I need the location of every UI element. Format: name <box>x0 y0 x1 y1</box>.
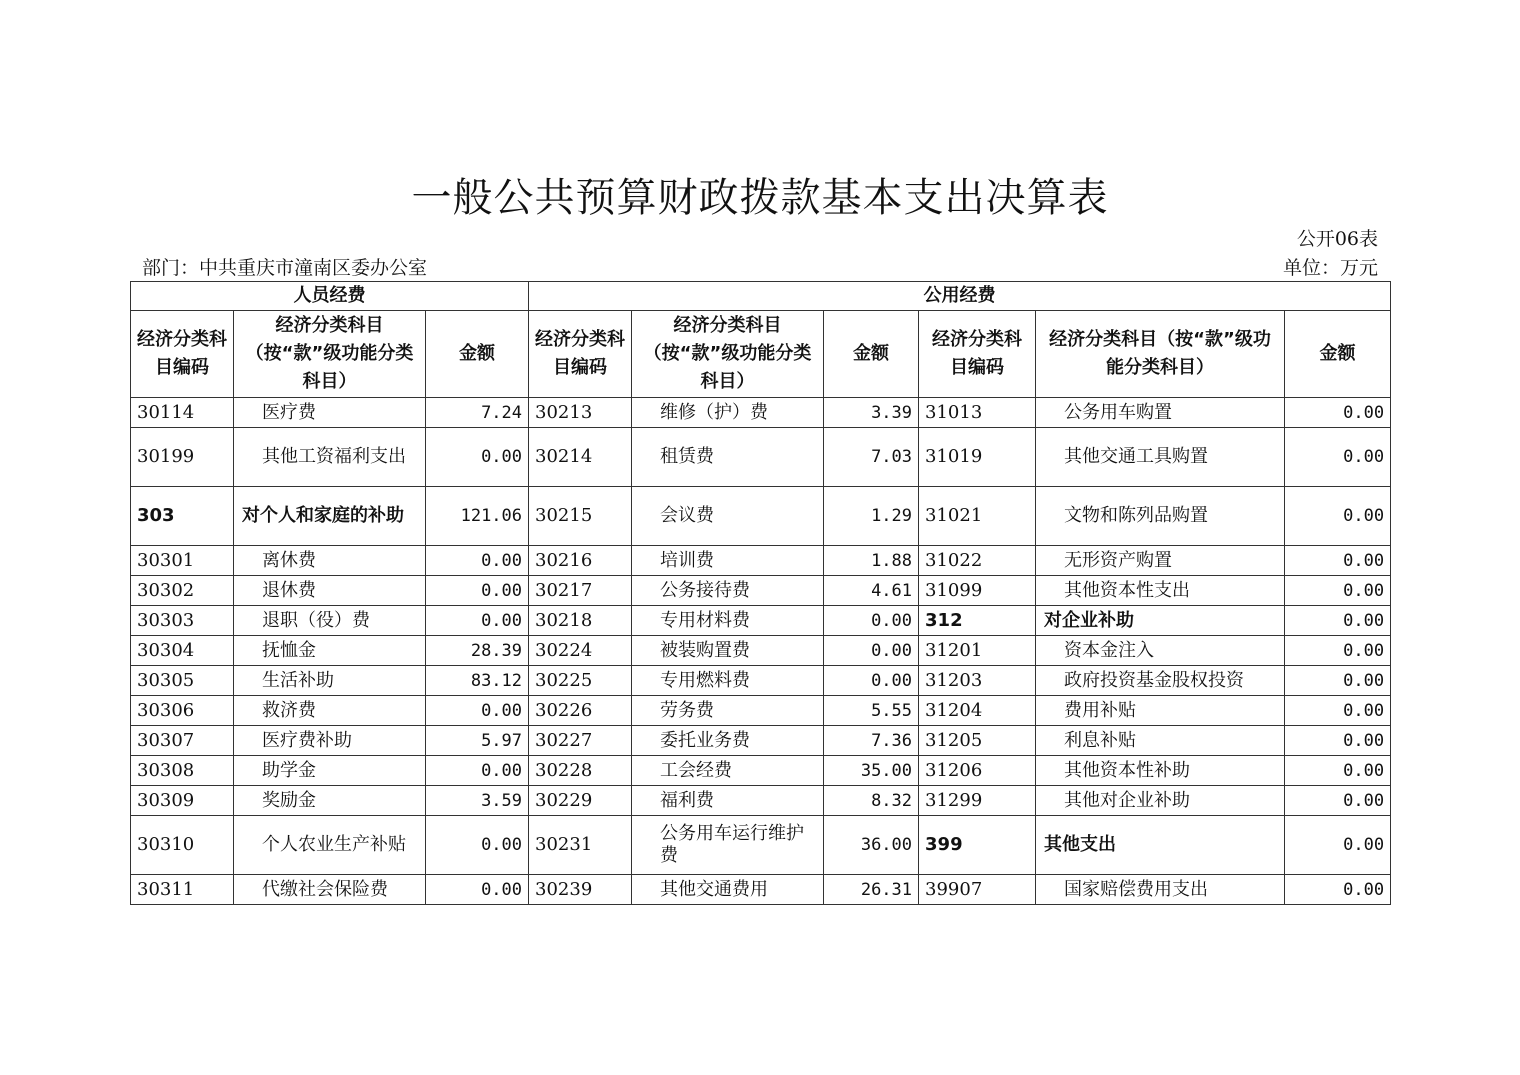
cell-name: 维修（护）费 <box>632 398 824 428</box>
cell-amount: 0.00 <box>1285 576 1391 606</box>
cell-amount: 0.00 <box>426 546 529 576</box>
cell-code: 30228 <box>529 756 632 786</box>
header-code: 经济分类科目编码 <box>919 311 1036 398</box>
expenditure-table <box>130 281 1391 905</box>
cell-name: 其他交通工具购置 <box>1036 428 1285 487</box>
cell-name: 费用补贴 <box>1036 696 1285 726</box>
cell-name: 对个人和家庭的补助 <box>234 487 426 546</box>
cell-name: 退职（役）费 <box>234 606 426 636</box>
unit-label: 单位：万元 <box>1282 257 1378 279</box>
cell-code: 31021 <box>919 487 1036 546</box>
cell-code: 312 <box>919 606 1036 636</box>
table-row <box>131 636 1391 666</box>
header-amount: 金额 <box>1285 311 1391 398</box>
table-row <box>131 398 1391 428</box>
cell-amount: 1.29 <box>824 487 919 546</box>
table-row <box>131 696 1391 726</box>
cell-code: 30305 <box>131 666 234 696</box>
cell-amount: 0.00 <box>426 606 529 636</box>
cell-name: 会议费 <box>632 487 824 546</box>
cell-name: 生活补助 <box>234 666 426 696</box>
cell-name: 公务接待费 <box>632 576 824 606</box>
cell-name: 公务用车运行维护费 <box>632 816 824 875</box>
cell-name: 福利费 <box>632 786 824 816</box>
cell-code: 30225 <box>529 666 632 696</box>
page-title: 一般公共预算财政拨款基本支出决算表 <box>411 175 1109 221</box>
cell-code: 31205 <box>919 726 1036 756</box>
cell-amount: 7.03 <box>824 428 919 487</box>
header-name: 经济分类科目（按“款”级功能分类科目） <box>1036 311 1285 398</box>
cell-amount: 0.00 <box>1285 398 1391 428</box>
cell-name: 对企业补助 <box>1036 606 1285 636</box>
cell-amount: 0.00 <box>1285 816 1391 875</box>
header-code: 经济分类科目编码 <box>131 311 234 398</box>
table-row <box>131 756 1391 786</box>
cell-code: 30213 <box>529 398 632 428</box>
cell-amount: 0.00 <box>1285 726 1391 756</box>
cell-name: 国家赔偿费用支出 <box>1036 875 1285 905</box>
cell-amount: 7.24 <box>426 398 529 428</box>
cell-code: 30303 <box>131 606 234 636</box>
cell-amount: 0.00 <box>426 576 529 606</box>
cell-code: 30217 <box>529 576 632 606</box>
cell-name: 无形资产购置 <box>1036 546 1285 576</box>
cell-code: 30229 <box>529 786 632 816</box>
cell-code: 30218 <box>529 606 632 636</box>
cell-amount: 26.31 <box>824 875 919 905</box>
cell-name: 个人农业生产补贴 <box>234 816 426 875</box>
cell-amount: 0.00 <box>426 428 529 487</box>
cell-name: 其他交通费用 <box>632 875 824 905</box>
cell-amount: 5.97 <box>426 726 529 756</box>
table-body <box>131 398 1391 905</box>
cell-amount: 0.00 <box>1285 546 1391 576</box>
cell-name: 其他工资福利支出 <box>234 428 426 487</box>
header-amount: 金额 <box>824 311 919 398</box>
cell-code: 30239 <box>529 875 632 905</box>
cell-code: 30216 <box>529 546 632 576</box>
cell-amount: 0.00 <box>1285 756 1391 786</box>
cell-name: 助学金 <box>234 756 426 786</box>
table-row <box>131 428 1391 487</box>
cell-code: 31206 <box>919 756 1036 786</box>
cell-amount: 3.39 <box>824 398 919 428</box>
table-row <box>131 546 1391 576</box>
cell-code: 30214 <box>529 428 632 487</box>
cell-code: 31019 <box>919 428 1036 487</box>
cell-code: 303 <box>131 487 234 546</box>
table-row <box>131 666 1391 696</box>
cell-amount: 36.00 <box>824 816 919 875</box>
cell-name: 医疗费 <box>234 398 426 428</box>
cell-name: 救济费 <box>234 696 426 726</box>
cell-amount: 0.00 <box>824 666 919 696</box>
header-amount: 金额 <box>426 311 529 398</box>
cell-amount: 0.00 <box>426 756 529 786</box>
table-row <box>131 726 1391 756</box>
department-label: 部门：中共重庆市潼南区委办公室 <box>142 257 428 279</box>
table-row <box>131 606 1391 636</box>
cell-code: 30307 <box>131 726 234 756</box>
document-number: 公开06表 <box>1296 228 1378 250</box>
cell-code: 31099 <box>919 576 1036 606</box>
cell-code: 31203 <box>919 666 1036 696</box>
cell-code: 30309 <box>131 786 234 816</box>
section-public: 公用经费 <box>529 282 1391 311</box>
cell-amount: 3.59 <box>426 786 529 816</box>
cell-code: 39907 <box>919 875 1036 905</box>
header-name: 经济分类科目（按“款”级功能分类科目） <box>234 311 426 398</box>
cell-code: 31299 <box>919 786 1036 816</box>
cell-code: 31204 <box>919 696 1036 726</box>
cell-code: 30224 <box>529 636 632 666</box>
cell-amount: 0.00 <box>1285 696 1391 726</box>
cell-name: 其他资本性支出 <box>1036 576 1285 606</box>
cell-name: 工会经费 <box>632 756 824 786</box>
cell-amount: 0.00 <box>1285 487 1391 546</box>
cell-amount: 0.00 <box>1285 606 1391 636</box>
table-row <box>131 875 1391 905</box>
cell-name: 医疗费补助 <box>234 726 426 756</box>
cell-name: 退休费 <box>234 576 426 606</box>
cell-code: 30310 <box>131 816 234 875</box>
cell-name: 租赁费 <box>632 428 824 487</box>
cell-amount: 0.00 <box>426 816 529 875</box>
cell-name: 专用燃料费 <box>632 666 824 696</box>
cell-name: 其他对企业补助 <box>1036 786 1285 816</box>
cell-name: 抚恤金 <box>234 636 426 666</box>
cell-amount: 121.06 <box>426 487 529 546</box>
cell-amount: 0.00 <box>1285 636 1391 666</box>
cell-code: 30199 <box>131 428 234 487</box>
table-row <box>131 487 1391 546</box>
cell-code: 30311 <box>131 875 234 905</box>
cell-amount: 0.00 <box>1285 428 1391 487</box>
cell-name: 代缴社会保险费 <box>234 875 426 905</box>
cell-amount: 28.39 <box>426 636 529 666</box>
cell-name: 奖励金 <box>234 786 426 816</box>
cell-code: 30226 <box>529 696 632 726</box>
cell-amount: 7.36 <box>824 726 919 756</box>
cell-name: 离休费 <box>234 546 426 576</box>
cell-name: 政府投资基金股权投资 <box>1036 666 1285 696</box>
cell-name: 其他资本性补助 <box>1036 756 1285 786</box>
cell-code: 31013 <box>919 398 1036 428</box>
cell-amount: 35.00 <box>824 756 919 786</box>
cell-code: 30215 <box>529 487 632 546</box>
cell-code: 30306 <box>131 696 234 726</box>
cell-name: 劳务费 <box>632 696 824 726</box>
cell-amount: 8.32 <box>824 786 919 816</box>
cell-code: 30231 <box>529 816 632 875</box>
section-personnel: 人员经费 <box>131 282 529 311</box>
cell-amount: 83.12 <box>426 666 529 696</box>
cell-name: 专用材料费 <box>632 606 824 636</box>
cell-amount: 0.00 <box>1285 666 1391 696</box>
cell-name: 公务用车购置 <box>1036 398 1285 428</box>
cell-code: 30308 <box>131 756 234 786</box>
cell-amount: 0.00 <box>426 875 529 905</box>
cell-amount: 1.88 <box>824 546 919 576</box>
cell-amount: 0.00 <box>824 606 919 636</box>
cell-amount: 0.00 <box>426 696 529 726</box>
cell-code: 30114 <box>131 398 234 428</box>
cell-name: 委托业务费 <box>632 726 824 756</box>
cell-name: 利息补贴 <box>1036 726 1285 756</box>
cell-amount: 0.00 <box>824 636 919 666</box>
cell-code: 30301 <box>131 546 234 576</box>
cell-code: 399 <box>919 816 1036 875</box>
cell-code: 31201 <box>919 636 1036 666</box>
cell-name: 文物和陈列品购置 <box>1036 487 1285 546</box>
cell-name: 被装购置费 <box>632 636 824 666</box>
cell-name: 资本金注入 <box>1036 636 1285 666</box>
cell-code: 30302 <box>131 576 234 606</box>
header-name: 经济分类科目（按“款”级功能分类科目） <box>632 311 824 398</box>
table-row <box>131 576 1391 606</box>
table-row <box>131 816 1391 875</box>
cell-code: 30304 <box>131 636 234 666</box>
cell-amount: 0.00 <box>1285 786 1391 816</box>
cell-code: 31022 <box>919 546 1036 576</box>
cell-name: 培训费 <box>632 546 824 576</box>
table-row <box>131 786 1391 816</box>
cell-amount: 0.00 <box>1285 875 1391 905</box>
cell-code: 30227 <box>529 726 632 756</box>
cell-name: 其他支出 <box>1036 816 1285 875</box>
header-code: 经济分类科目编码 <box>529 311 632 398</box>
cell-amount: 5.55 <box>824 696 919 726</box>
cell-amount: 4.61 <box>824 576 919 606</box>
